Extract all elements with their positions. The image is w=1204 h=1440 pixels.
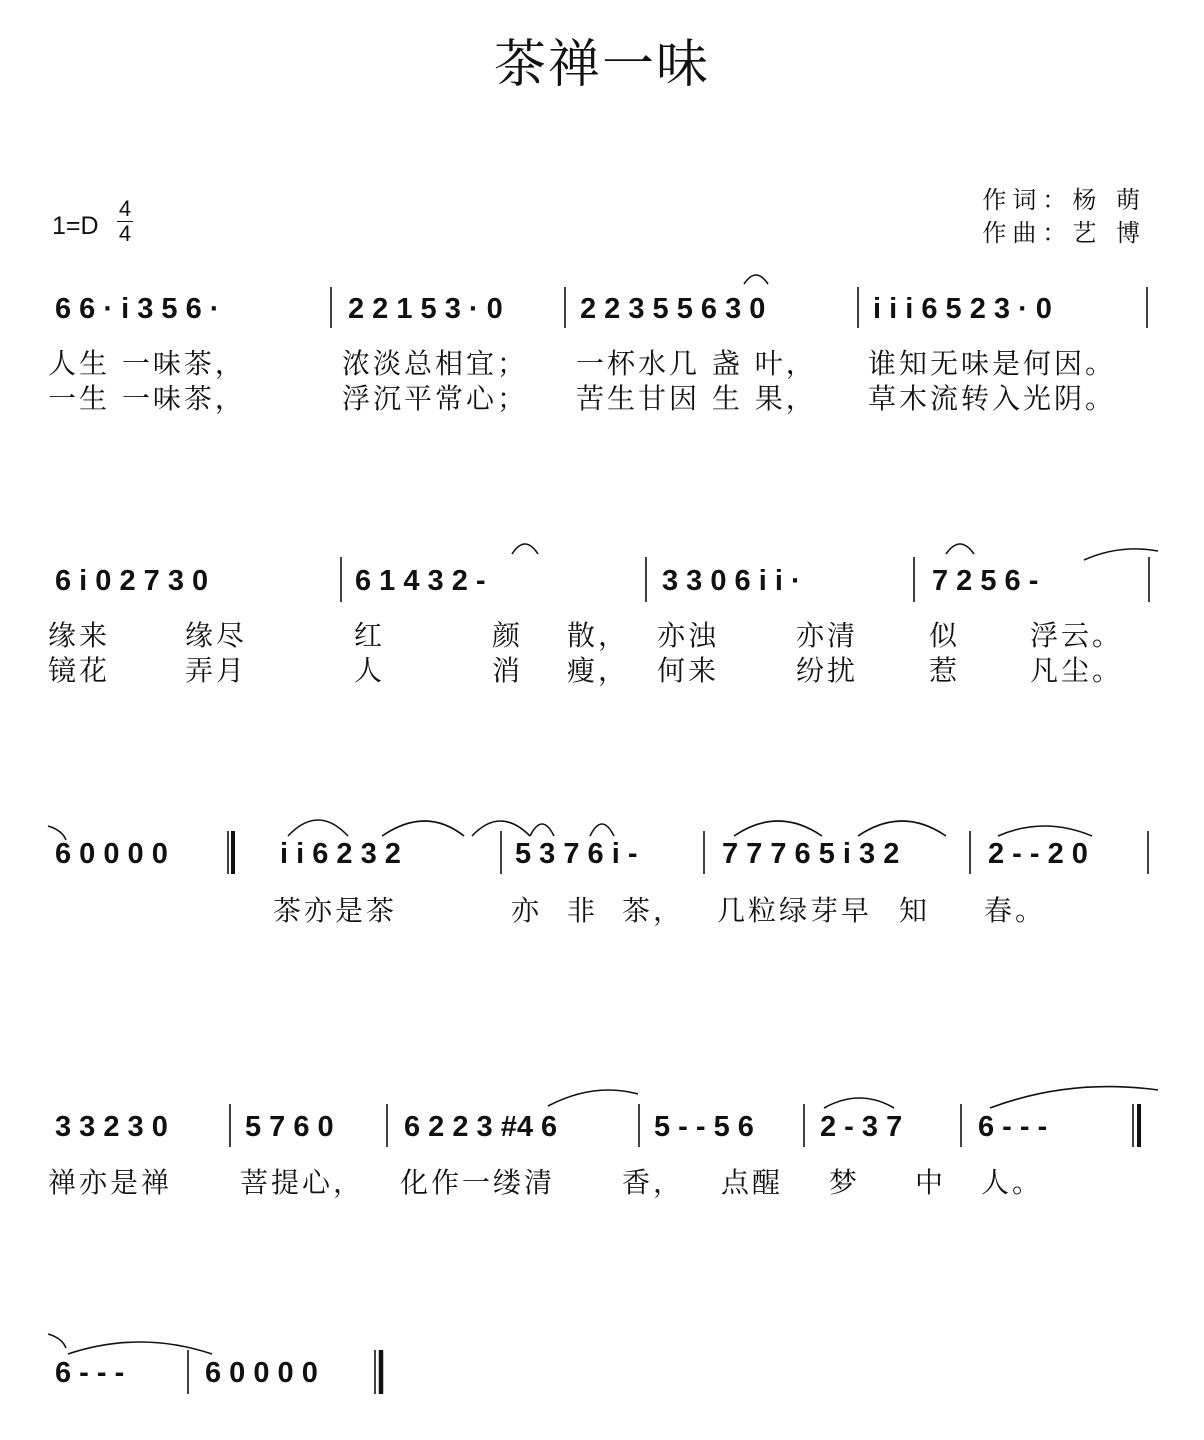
slur	[382, 821, 464, 836]
svg-text:2 2 3 5 5 6 3 0: 2 2 3 5 5 6 3 0	[580, 293, 766, 325]
lyric: 凡尘。	[1030, 654, 1124, 687]
lyric: 中	[915, 1166, 947, 1199]
svg-text:2 - 3 7: 2 - 3 7	[820, 1111, 903, 1143]
slur	[998, 826, 1092, 836]
lyric: 红	[354, 619, 386, 652]
slur	[548, 1090, 638, 1106]
slur	[512, 544, 538, 554]
lyric: 消	[492, 654, 524, 687]
lyric: 人生 一味茶，	[48, 347, 246, 380]
svg-text:6 0 0 0 0: 6 0 0 0 0	[205, 1357, 318, 1389]
measure	[820, 1111, 902, 1143]
svg-text:2 2 1 5 3 · 0: 2 2 1 5 3 · 0	[348, 293, 503, 325]
svg-text:7 7 7 6 5 i 3 2: 7 7 7 6 5 i 3 2	[722, 838, 900, 870]
measure	[355, 565, 486, 597]
measure	[988, 838, 1088, 870]
slur	[824, 1098, 894, 1108]
lyric: 化作一缕清	[400, 1166, 556, 1199]
slur	[1084, 549, 1158, 560]
svg-text:7 2 5 6 -: 7 2 5 6 -	[932, 565, 1039, 597]
lyric: 弄月	[185, 654, 248, 687]
measure	[932, 565, 1038, 597]
svg-text:6 2 2 3 #4 6: 6 2 2 3 #4 6	[404, 1111, 558, 1143]
svg-text:6 - - -: 6 - - -	[978, 1111, 1048, 1143]
measure	[348, 293, 503, 325]
measure	[55, 565, 208, 597]
lyric: 茶，	[622, 894, 685, 927]
svg-text:6 - - -: 6 - - -	[55, 1357, 125, 1389]
measure	[55, 1111, 168, 1143]
lyric: 似	[929, 619, 961, 652]
key-signature: 1=D	[52, 212, 99, 240]
lyric: 非	[567, 894, 599, 927]
measure	[205, 1357, 318, 1389]
svg-text:6 0 0 0 0: 6 0 0 0 0	[55, 838, 168, 870]
lyric: 浮沉平常心；	[342, 382, 529, 415]
slur	[858, 821, 946, 836]
lyric: 惹	[929, 654, 961, 687]
song-title: 茶禅一味	[493, 35, 710, 95]
slur	[530, 824, 554, 836]
svg-text:3 3 0 6 i i ·: 3 3 0 6 i i ·	[662, 565, 801, 597]
lyric: 苦生甘因 生 果，	[576, 382, 817, 415]
lyric: 何来	[657, 654, 720, 687]
lyric: 浮云。	[1030, 619, 1124, 652]
lyric: 香，	[622, 1166, 685, 1199]
lyric: 一杯水几 盏 叶，	[576, 347, 817, 380]
lyric: 浓淡总相宜；	[342, 347, 529, 380]
lyric: 几粒绿芽早	[717, 894, 873, 927]
slur	[48, 1334, 66, 1348]
svg-text:6 1 4 3 2 -: 6 1 4 3 2 -	[355, 565, 486, 597]
lyric: 散，	[567, 619, 630, 652]
lyric: 梦	[829, 1166, 861, 1199]
time-signature-bottom: 4	[118, 221, 132, 246]
svg-text:i i i 6 5 2 3 · 0: i i i 6 5 2 3 · 0	[873, 293, 1052, 325]
lyric: 茶亦是茶	[273, 894, 398, 927]
svg-text:5 7 6 0: 5 7 6 0	[245, 1111, 334, 1143]
svg-text:i i 6 2 3 2: i i 6 2 3 2	[280, 838, 401, 870]
composer-credit: 作曲：艺 博	[982, 219, 1146, 247]
slur	[590, 824, 614, 836]
svg-text:6 i 0 2 7 3 0: 6 i 0 2 7 3 0	[55, 565, 209, 597]
slur	[68, 1342, 212, 1354]
measure	[654, 1111, 754, 1143]
lyric: 颜	[492, 619, 524, 652]
lyric: 缘尽	[185, 619, 248, 652]
slur	[946, 544, 974, 554]
measure	[515, 838, 638, 870]
lyric: 纷扰	[796, 654, 859, 687]
lyric: 亦	[511, 894, 543, 927]
svg-text:6 6 · i 3 5 6 ·: 6 6 · i 3 5 6 ·	[55, 293, 220, 325]
lyric: 一生 一味茶，	[48, 382, 246, 415]
lyric: 镜花	[48, 654, 111, 687]
lyric: 草木流转入光阴。	[868, 382, 1117, 415]
lyric: 人。	[981, 1166, 1044, 1199]
measure	[55, 838, 168, 870]
measure	[580, 293, 765, 325]
measure	[662, 565, 801, 597]
measure	[55, 293, 219, 325]
lyric: 人	[354, 654, 386, 687]
svg-text:2 - - 2 0: 2 - - 2 0	[988, 838, 1088, 870]
svg-text:5 - - 5 6: 5 - - 5 6	[654, 1111, 754, 1143]
svg-text:3 3 2 3 0: 3 3 2 3 0	[55, 1111, 168, 1143]
lyric: 禅亦是禅	[48, 1166, 173, 1199]
lyric: 缘来	[48, 619, 111, 652]
measure	[245, 1111, 334, 1143]
notation	[55, 293, 1088, 1389]
measure	[722, 838, 899, 870]
measure	[404, 1111, 557, 1143]
lyric: 瘦，	[567, 654, 630, 687]
slur	[744, 275, 768, 284]
lyric: 春。	[984, 894, 1047, 927]
slur	[734, 821, 822, 836]
lyricist-credit: 作词：杨 萌	[982, 186, 1146, 214]
lyric: 亦清	[796, 619, 859, 652]
measure	[978, 1111, 1047, 1143]
measure	[55, 1357, 124, 1389]
lyric: 点醒	[721, 1166, 784, 1199]
time-signature-top: 4	[118, 196, 132, 221]
slur	[288, 820, 348, 836]
measure	[280, 838, 401, 870]
lyric: 亦浊	[657, 619, 720, 652]
lyric: 菩提心，	[240, 1166, 365, 1199]
lyric: 知	[899, 894, 931, 927]
measure	[873, 293, 1052, 325]
svg-text:5 3 7 6 i -: 5 3 7 6 i -	[515, 838, 638, 870]
lyric: 谁知无味是何因。	[868, 347, 1117, 380]
